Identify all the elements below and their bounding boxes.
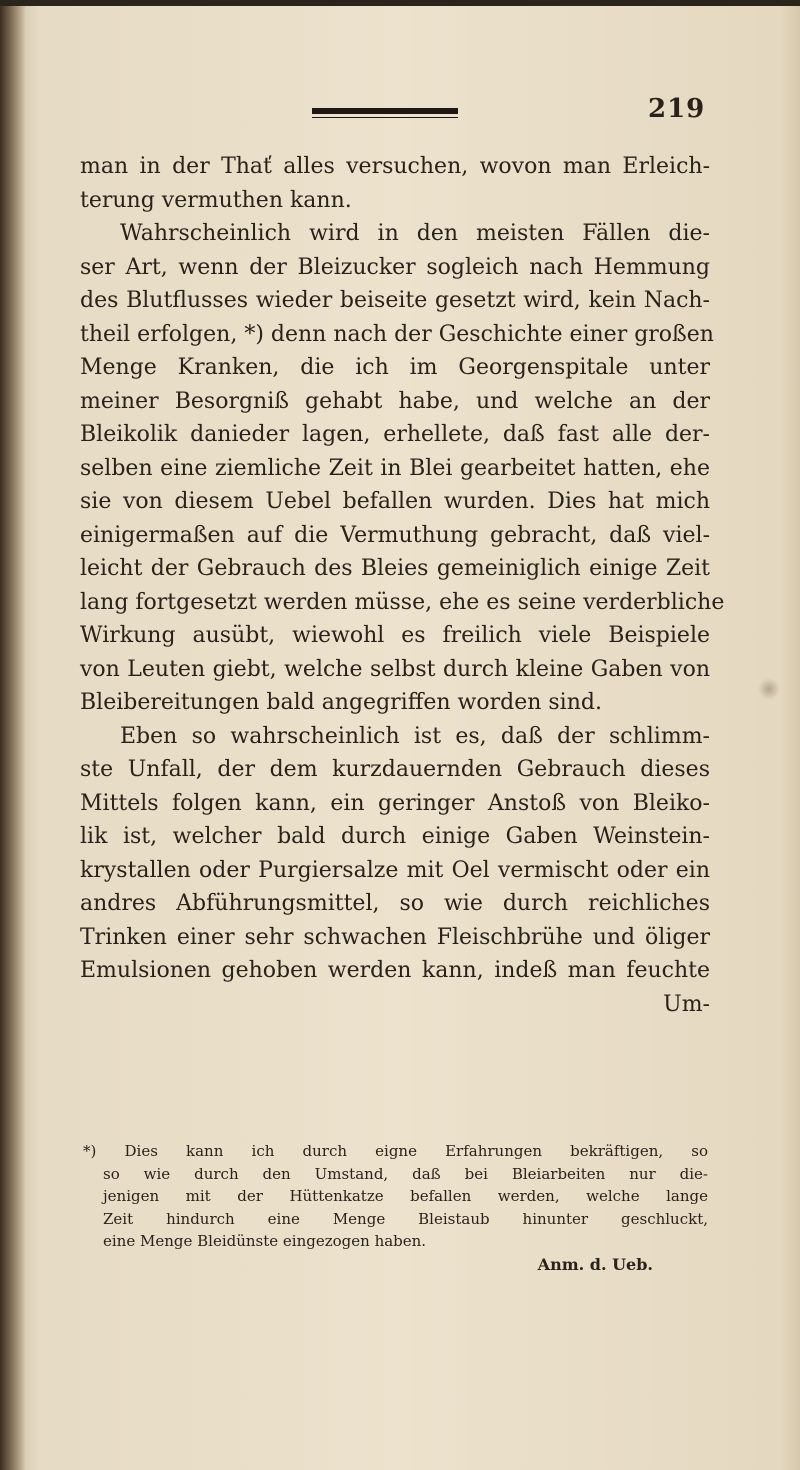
text-line: Emulsionen gehoben werden kann, indeß man feuchte [80, 958, 710, 983]
catchword: Um- [663, 991, 710, 1017]
text-line: sie von diesem Uebel befallen wurden. Dies hat mich [80, 489, 710, 514]
book-spine-shadow [0, 0, 26, 1470]
text-line: theil erfolgen, *) denn nach der Geschichte einer großen [80, 321, 714, 347]
footnote-line: *) Dies kann ich durch eigne Erfahrungen bekräftigen, so [83, 1142, 708, 1160]
text-line: Mittels folgen kann, ein geringer Anstoß von Bleiko- [80, 790, 710, 816]
text-line: terung vermuthen kann. [80, 187, 352, 213]
text-line: krystallen oder Purgiersalze mit Oel vermischt oder ein [80, 857, 710, 883]
footnote [83, 1140, 708, 1277]
text-line: andres Abführungsmittel, so wie durch reichliches [80, 891, 710, 916]
text-line: Menge Kranken, die ich im Georgenspitale unter [80, 355, 710, 380]
paper-stain [758, 678, 780, 700]
text-line: meiner Besorgniß gehabt habe, und welche an der [80, 388, 710, 414]
footnote-line: eine Menge Bleidünste eingezogen haben. [103, 1232, 427, 1250]
text-line: Bleikolik danieder lagen, erhellete, daß fast alle der- [80, 422, 710, 447]
text-line: selben eine ziemliche Zeit in Blei gearbeitet hatten, ehe [80, 455, 710, 481]
footnote-signature: Anm. d. Ueb. [537, 1254, 653, 1274]
header-rule [312, 108, 458, 114]
header-rule-thin [312, 117, 458, 118]
footnote-line: so wie durch den Umstand, daß bei Bleiarbeiten nur die- [103, 1164, 708, 1183]
text-line: Trinken einer sehr schwachen Fleischbrühe und öliger [80, 924, 710, 950]
text-line: Bleibereitungen bald angegriffen worden sind. [80, 690, 602, 715]
text-line: ser Art, wenn der Bleizucker sogleich nach Hemmung [80, 254, 710, 280]
page-number: 219 [648, 94, 706, 124]
page-top-edge [0, 0, 800, 6]
text-line: leicht der Gebrauch des Bleies gemeiniglich einige Zeit [80, 556, 710, 581]
text-line: lang fortgesetzt werden müsse, ehe es seine verderbliche [80, 589, 725, 615]
text-line: des Blutflusses wieder beiseite gesetzt wird, kein Nach- [80, 288, 710, 313]
text-line: einigermaßen auf die Vermuthung gebracht, daß viel- [80, 522, 710, 548]
text-line: Wahrscheinlich wird in den meisten Fällen die- [120, 221, 710, 246]
footnote-line: jenigen mit der Hüttenkatze befallen werden, welche lange [103, 1187, 708, 1205]
text-line: ste Unfall, der dem kurzdauernden Gebrauch dieses [80, 757, 710, 782]
text-line: Wirkung ausübt, wiewohl es freilich viele Beispiele [80, 623, 710, 648]
text-line: man in der Thať alles versuchen, wovon man Erleich- [80, 154, 710, 179]
footnote-line: Zeit hindurch eine Menge Bleistaub hinunter geschluckt, [103, 1209, 708, 1228]
text-line: Eben so wahrscheinlich ist es, daß der schlimm- [120, 723, 710, 749]
text-line: lik ist, welcher bald durch einige Gaben Weinstein- [80, 824, 710, 849]
text-line: von Leuten giebt, welche selbst durch kleine Gaben von [80, 656, 710, 682]
body-text [80, 150, 725, 1021]
